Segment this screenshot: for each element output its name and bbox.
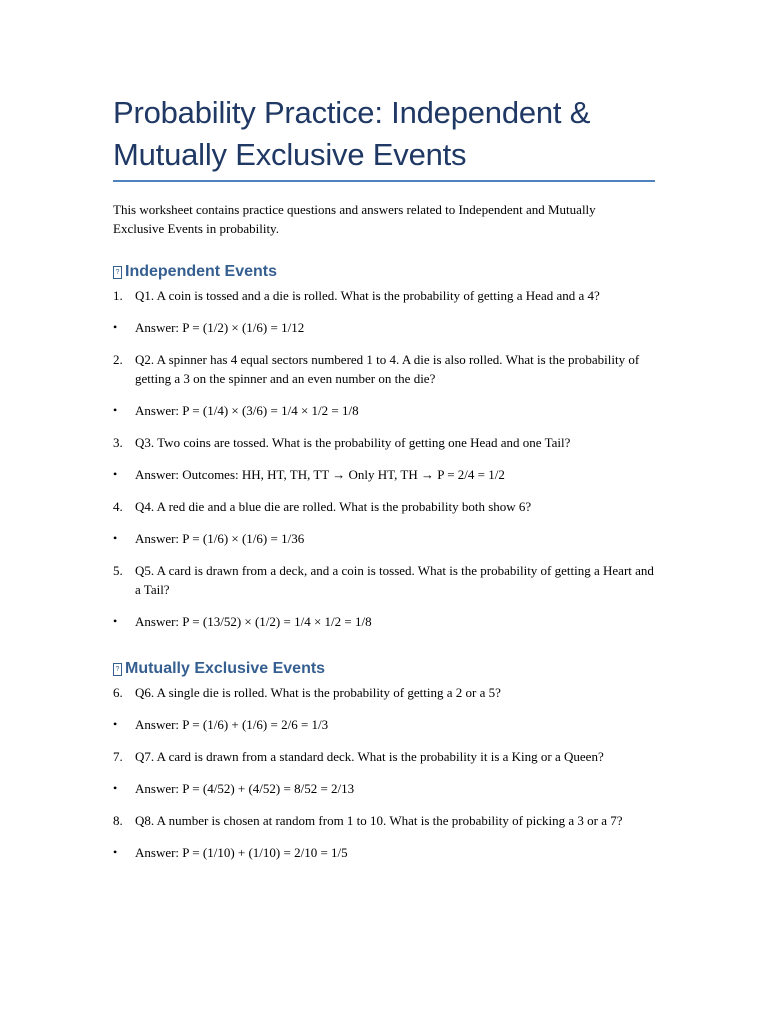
- question-text: Q6. A single die is rolled. What is the probability of getting a 2 or a 5?: [135, 685, 501, 700]
- title-underline: [113, 180, 655, 182]
- question-item: [113, 683, 655, 702]
- question-number: 1.: [113, 288, 123, 303]
- answer-item: [113, 529, 655, 548]
- question-item: [113, 811, 655, 830]
- section-heading-mutually-exclusive: [113, 659, 655, 679]
- question-number: 8.: [113, 813, 123, 828]
- question-item: [113, 497, 655, 516]
- bullet-icon: •: [113, 467, 118, 481]
- question-text: Q1. A coin is tossed and a die is rolled. What is the probability of getting a Head and a 4?: [135, 288, 600, 303]
- section-heading-label: Independent Events: [125, 263, 278, 280]
- question-text: Q2. A spinner has 4 equal sectors numbered 1 to 4. A die is also rolled. What is the probability of getting a 3 on the spinner and an even number on the die?: [135, 352, 640, 386]
- answer-item: [113, 843, 655, 862]
- answer-item: [113, 779, 655, 798]
- bullet-icon: •: [113, 531, 118, 545]
- answer-text: Answer: P = (4/52) + (4/52) = 8/52 = 2/13: [135, 781, 355, 796]
- answer-text: Answer: P = (13/52) × (1/2) = 1/4 × 1/2 = 1/8: [135, 614, 372, 629]
- question-item: [113, 350, 655, 388]
- question-number: 4.: [113, 499, 123, 514]
- question-number: 2.: [113, 352, 123, 367]
- section-heading-label: Mutually Exclusive Events: [125, 660, 326, 677]
- question-text: Q7. A card is drawn from a standard deck. What is the probability it is a King or a Queen?: [135, 749, 604, 764]
- answer-text: Answer: P = (1/4) × (3/6) = 1/4 × 1/2 = 1/8: [135, 403, 359, 418]
- question-item: [113, 561, 655, 599]
- question-number: 7.: [113, 749, 123, 764]
- question-item: [113, 747, 655, 766]
- answer-text: Answer: P = (1/6) × (1/6) = 1/36: [135, 531, 305, 546]
- answer-item: [113, 465, 655, 484]
- question-number: 6.: [113, 685, 123, 700]
- section-heading-independent: [113, 262, 655, 282]
- answer-text: Answer: Outcomes: HH, HT, TH, TT → Only HT, TH → P = 2/4 = 1/2: [135, 467, 505, 482]
- question-number: 3.: [113, 435, 123, 450]
- missing-glyph-icon: ?: [113, 266, 122, 279]
- independent-events-list: [113, 286, 655, 631]
- question-text: Q5. A card is drawn from a deck, and a coin is tossed. What is the probability of getting a Heart and a Tail?: [135, 563, 654, 597]
- question-text: Q8. A number is chosen at random from 1 to 10. What is the probability of picking a 3 or a 7?: [135, 813, 623, 828]
- mutually-exclusive-events-list: [113, 683, 655, 862]
- answer-text: Answer: P = (1/6) + (1/6) = 2/6 = 1/3: [135, 717, 329, 732]
- question-text: Q3. Two coins are tossed. What is the probability of getting one Head and one Tail?: [135, 435, 571, 450]
- bullet-icon: •: [113, 717, 118, 731]
- bullet-icon: •: [113, 781, 118, 795]
- page-title: Probability Practice: Independent & Mutually Exclusive Events: [113, 95, 591, 172]
- answer-item: [113, 318, 655, 337]
- answer-item: [113, 612, 655, 631]
- bullet-icon: •: [113, 320, 118, 334]
- question-text: Q4. A red die and a blue die are rolled. What is the probability both show 6?: [135, 499, 532, 514]
- question-item: [113, 433, 655, 452]
- document-content: [113, 92, 655, 862]
- intro-paragraph: This worksheet contains practice questions and answers related to Independent and Mutually Exclusive Events in probability.: [113, 202, 596, 236]
- question-number: 5.: [113, 563, 123, 578]
- answer-item: [113, 401, 655, 420]
- answer-text: Answer: P = (1/10) + (1/10) = 2/10 = 1/5: [135, 845, 348, 860]
- answer-item: [113, 715, 655, 734]
- bullet-icon: •: [113, 403, 118, 417]
- bullet-icon: •: [113, 845, 118, 859]
- answer-text: Answer: P = (1/2) × (1/6) = 1/12: [135, 320, 305, 335]
- missing-glyph-icon: ?: [113, 663, 122, 676]
- question-item: [113, 286, 655, 305]
- bullet-icon: •: [113, 614, 118, 628]
